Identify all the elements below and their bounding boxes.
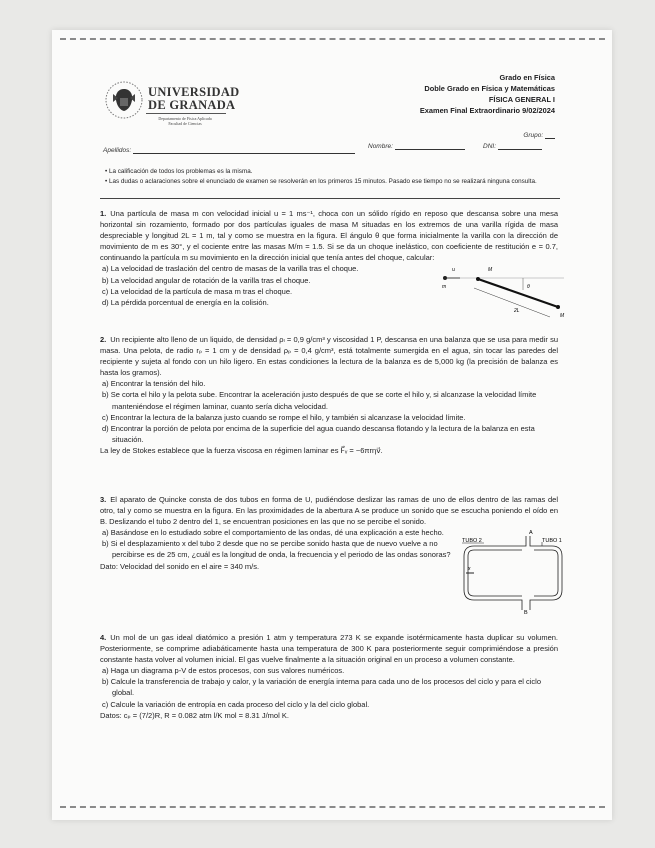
question-item: d) La pérdida porcentual de energía en la colisión. [102,297,269,307]
question-text: El aparato de Quincke consta de dos tubos en forma de U, pudiéndose deslizar las ramas de uno de ellos dentro de las ramas del otro, tal y como se muestra en la figura. En las proximidades de la abertura A se produce un sonido que se escucha poniendo el oído en B. Deslizando el tubo 2 dentro del 1, se encuentran posiciones en las que no se percibe el sonido. [100,495,558,527]
question-item: a) Basándose en lo estudiado sobre el comportamiento de las ondas, dé una explicación a este hecho. [102,528,444,538]
question-2 [100,334,558,456]
exam-title: Examen Final Extraordinario 9/02/2024 [419,106,555,115]
question-number: 4. [100,633,107,642]
tube-1-label: TUBO 1 [542,538,562,544]
instructions [105,167,560,187]
question-item: b) Si el desplazamiento x del tubo 2 desde que no se percibe sonido hasta que de nuevo vuelve a no percibirse es de 25 cm, ¿cuál es la longitud de onda, la frecuencia y el periodo de las ondas sonoras? [102,539,451,560]
note-questions: • Las dudas o aclaraciones sobre el enunciado de examen se resolverán en los primeros 15 minutos. Pasado ese tiempo no se realizará ninguna consulta. [105,178,537,185]
question-item: a) Encontrar la tensión del hilo. [102,379,206,389]
degree-title: Grado en Física [499,73,555,82]
double-degree-title: Doble Grado en Física y Matemáticas [424,84,555,93]
note-grading: • La calificación de todos los problemas es la misma. [105,168,253,175]
bottom-perforation [60,806,605,808]
question-footer: Datos: cₚ = (7/2)R, R = 0.082 atm l/K mol = 8.31 J/mol K. [100,710,289,720]
theta-label: θ [527,284,530,290]
dni-label: DNI: [483,143,496,150]
question-4 [100,632,558,721]
department-name: Departamento de Física Aplicada [158,116,212,121]
question-item: d) Encontrar la porción de pelota por encima de la superficie del agua cuando descansa flotando y la lectura de la balanza en esta situación. [102,423,535,444]
tube-2-label: TUBO 2 [462,538,482,544]
university-name-line2: DE GRANADA [148,98,236,112]
university-seal-icon [104,80,144,120]
course-title: FÍSICA GENERAL I [488,95,555,104]
question-number: 2. [100,335,107,344]
question-text: Un recipiente alto lleno de un liquido, de densidad ρₗ = 0,9 g/cm³ y viscosidad 1 P, descansa en una balanza que se usa para medir su masa. Una pelota, de radio rₚ = 1 cm y de densidad ρₚ = 0,4 g/cm³, está totalmente sumergida en el agua, sin tocar las paredes del recipiente y sujeta al fondo con un hilo ligero. En estas condiciones la lectura de la balanza es de 5,000 kg (la precisión de balanza es hasta los gramos). [100,335,558,378]
mass-M-top-label: M [488,267,493,273]
group-label: Grupo: [523,132,544,139]
opening-B-label: B [524,610,528,616]
question-item: c) Encontrar la lectura de la balanza justo cuando se rompe el hilo, y también si alcanzase la velocidad límite. [102,412,466,422]
name-label: Nombre: [368,143,393,150]
top-perforation [60,38,605,40]
question-item: a) Haga un diagrama p-V de estos procesos, con sus valores numéricos. [102,666,345,676]
opening-A-label: A [529,530,533,536]
instructions-divider [100,198,560,199]
question-item: b) Calcule la transferencia de trabajo y calor, y la variación de energía interna para cada uno de los procesos del ciclo y para el ciclo global. [102,677,541,698]
name-field[interactable] [368,142,465,150]
displacement-x-label: x [468,566,471,572]
mass-M-bottom-label: M [560,313,565,319]
length-label: 2L [514,308,520,314]
question-text: Una partícula de masa m con velocidad inicial u = 1 ms⁻¹, choca con un sólido rígido en reposo que descansa sobre una mesa horizontal sin rozamiento, formado por dos partículas iguales de masa M situadas en los extremos de una varilla rígida de masa despreciable y longitud 2L = 1 m, tal y como se muestra en la figura. El ángulo θ que forma inicialmente la varilla con la dirección de movimiento de m es 30°, y el cociente entre las masas M/m = 1.5. Si se da un choque inelástico, con coeficiente de restitución e = 0.7, continuando la partícula m su movimiento en la dirección inicial que tenía antes del choque, calcular: [100,209,558,263]
dni-field[interactable] [483,142,542,150]
question-footer: La ley de Stokes establece que la fuerza viscosa en régimen laminar es F⃗ᵥ = −6πrηv⃗. [100,445,383,455]
rod-collision-figure [438,262,568,322]
question-text: Un mol de un gas ideal diatómico a presión 1 atm y temperatura 273 K se expande isotérmicamente hasta duplicar su volumen. Posteriormente, se comprime adiabáticamente hasta una temperatura de 300 K para posteriormente seguir comprimiéndose a presión constante hasta volver al volumen inicial. El gas vuelve finalmente a la situación original en un proceso a volumen constante. [100,633,558,665]
u-label: u [452,267,455,273]
logo-divider [146,113,226,114]
question-item: c) Calcule la variación de entropía en cada proceso del ciclo y la del ciclo global. [102,699,370,709]
m-label: m [442,284,447,290]
question-item: b) La velocidad angular de rotación de la varilla tras el choque. [102,275,311,285]
question-number: 3. [100,495,107,504]
group-field[interactable] [523,131,555,139]
surname-field[interactable] [103,146,355,154]
university-name-line1: UNIVERSIDAD [148,85,240,99]
question-footer: Dato: Velocidad del sonido en el aire = 340 m/s. [100,561,260,571]
surname-label: Apellidos: [103,147,132,154]
faculty-name: Facultad de Ciencias [168,121,202,126]
question-number: 1. [100,209,107,218]
quincke-tube-figure [460,528,570,616]
question-item: a) La velocidad de traslación del centro de masas de la varilla tras el choque. [102,264,359,274]
question-item: b) Se corta el hilo y la pelota sube. Encontrar la aceleración justo después de que se corte el hilo y, si alcanzase la velocidad límite manteniéndose el régimen laminar, cuanto sería dicha velocidad. [102,390,537,411]
question-item: c) La velocidad de la partícula de masa m tras el choque. [102,286,293,296]
